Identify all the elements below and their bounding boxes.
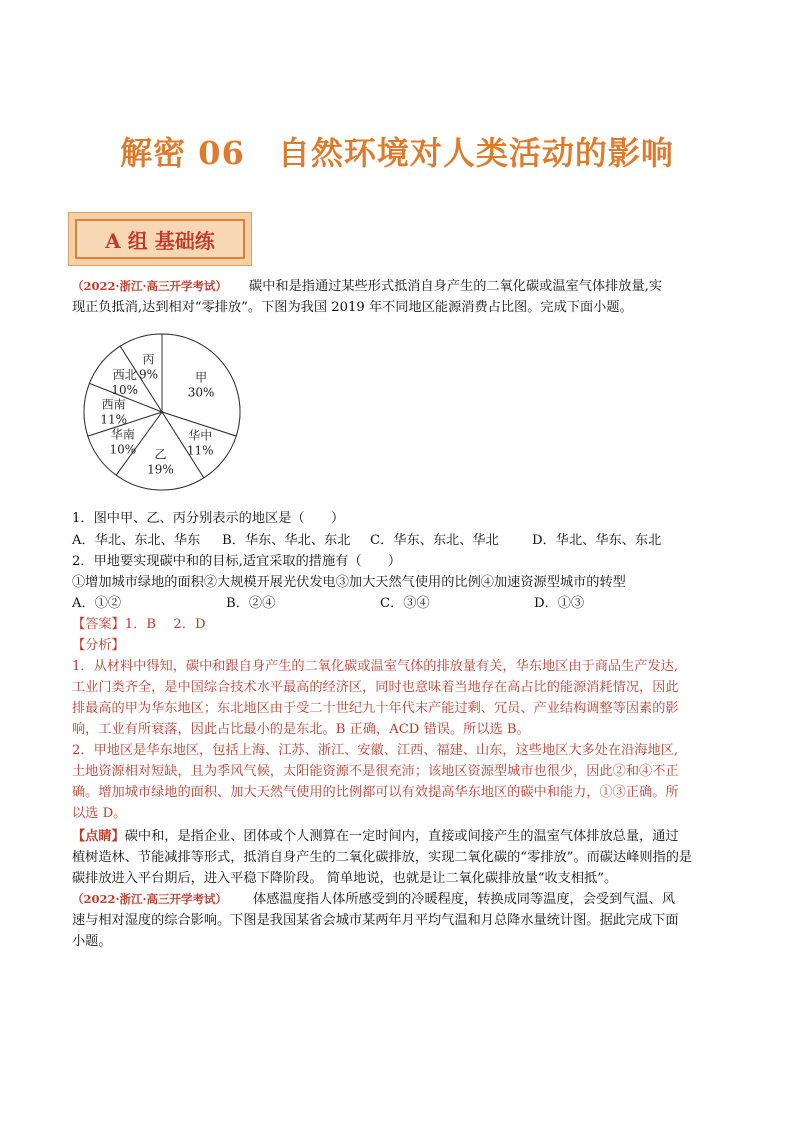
pie-value-4: 11% — [100, 412, 127, 427]
pie-value-5: 10% — [111, 383, 139, 398]
q1-option-b: B．华东、华北、东北 — [222, 533, 351, 548]
q1-option-c: C．华东、东北、华北 — [370, 533, 499, 548]
q2-option-c: C．③④ — [380, 596, 430, 611]
comment-l2: 植树造林、节能减排等形式，抵消自身产生的二氧化碳排放，实现二氧化碳的“零排放”。而碳达峰则指的是 — [72, 850, 693, 865]
q2-measures: ①增加城市绿地的面积②大规模开展光伏发电③加大天然气使用的比例④加速资源型城市的转型 — [72, 575, 626, 590]
pie-label-1: 华中 — [188, 428, 213, 443]
pie-label-4: 西南 — [101, 397, 126, 412]
analysis-p1-l2: 工业门类齐全，是中国综合技术水平最高的经济区，同时也意味着当地存在高占比的能源消耗情况，因此 — [72, 680, 679, 695]
analysis-head: 【分析】 — [72, 638, 125, 653]
analysis-p2-l3: 确。增加城市绿地的面积、加大天然气使用的比例都可以有效提高华东地区的碳中和能力，①③正确。所 — [72, 785, 679, 800]
intro-2-line1: 体感温度指人体所感受到的冷暖程度，转换成同等温度，会受到气温、风 — [253, 892, 676, 907]
pie-label-3: 华南 — [110, 427, 135, 442]
pie-value-3: 10% — [109, 442, 137, 457]
q2-option-d: D．①③ — [534, 596, 585, 611]
comment-l1: 碳中和，是指企业、团体或个人测算在一定时间内，直接或间接产生的温室气体排放总量，通过 — [124, 829, 679, 844]
intro-1 — [72, 276, 728, 318]
q2-option-b: B．②④ — [226, 596, 276, 611]
pie-value-0: 30% — [187, 385, 215, 400]
pie-label-5: 西北 — [112, 368, 137, 383]
q1-option-a: A．华北、东北、华东 — [72, 533, 201, 548]
answer-head: 【答案】 — [72, 617, 125, 632]
group-label: A 组 基础练 — [75, 219, 245, 259]
analysis-p1-l1: 1．从材料中得知，碳中和跟自身产生的二氧化碳或温室气体的排放量有关，华东地区由于商品生产发达, — [72, 659, 679, 674]
source-tag: （2022·浙江·高三开学考试） — [72, 279, 228, 293]
comment-l3: 碳排放进入平台期后，进入平稳下降阶段。 简单地说，也就是让二氧化碳排放量“收支相抵”。 — [72, 871, 618, 886]
pie-value-6: 9% — [138, 367, 159, 382]
analysis-body — [72, 656, 728, 824]
answer-text: 1．B 2．D — [124, 617, 206, 632]
q1-option-d: D．华北、华东、东北 — [532, 533, 662, 548]
pie-label-0: 甲 — [195, 370, 208, 385]
intro-2 — [72, 889, 728, 952]
source-tag-2: （2022·浙江·高三开学考试） — [72, 892, 228, 906]
analysis-p2-l2: 土地资源相对短缺，且为季风气候，太阳能资源不是很充沛；该地区资源型城市也很少，因此②和④不正 — [72, 764, 679, 779]
q2-option-a: A．①② — [72, 596, 122, 611]
analysis-p1-l4: 响，工业有所衰落，因此占比最小的是东北。B 正确，ACD 错误。所以选 B。 — [72, 722, 530, 737]
intro-2-line2: 速与相对湿度的综合影响。下图是我国某省会城市某两年月平均气温和月总降水量统计图。据此完成下面 — [72, 913, 679, 928]
intro-1-line2: 现正负抵消,达到相对“零排放”。下图为我国 2019 年不同地区能源消费占比图。完成下面小题。 — [72, 300, 633, 315]
group-label-box — [68, 212, 252, 266]
comment-body — [72, 826, 728, 889]
analysis-p2-l4: 以选 D。 — [72, 806, 127, 821]
intro-2-line3: 小题。 — [72, 934, 112, 949]
pie-label-2: 乙 — [154, 447, 167, 462]
question-1: 1．图中甲、乙、丙分别表示的地区是（ ） — [72, 511, 345, 526]
question-2: 2．甲地要实现碳中和的目标,适宜采取的措施有（ ） — [72, 554, 402, 569]
answer — [72, 614, 206, 635]
pie-value-2: 19% — [147, 462, 174, 477]
pie-value-1: 11% — [186, 443, 214, 458]
analysis-p1-l3: 排最高的甲为华东地区；东北地区由于受二十世纪九十年代末产能过剩、冗员、产业结构调整等因素的影 — [72, 701, 679, 716]
intro-1-line1: 碳中和是指通过某些形式抵消自身产生的二氧化碳或温室气体排放量,实 — [249, 279, 663, 294]
pie-chart — [72, 328, 252, 498]
pie-label-6: 丙 — [142, 352, 155, 367]
comment-head: 【点睛】 — [72, 829, 125, 844]
page-title: 解密 06 自然环境对人类活动的影响 — [120, 134, 674, 172]
analysis-p2-l1: 2．甲地区是华东地区，包括上海、江苏、浙江、安徽、江西、福建、山东，这些地区大多处在沿海地区, — [72, 743, 679, 758]
